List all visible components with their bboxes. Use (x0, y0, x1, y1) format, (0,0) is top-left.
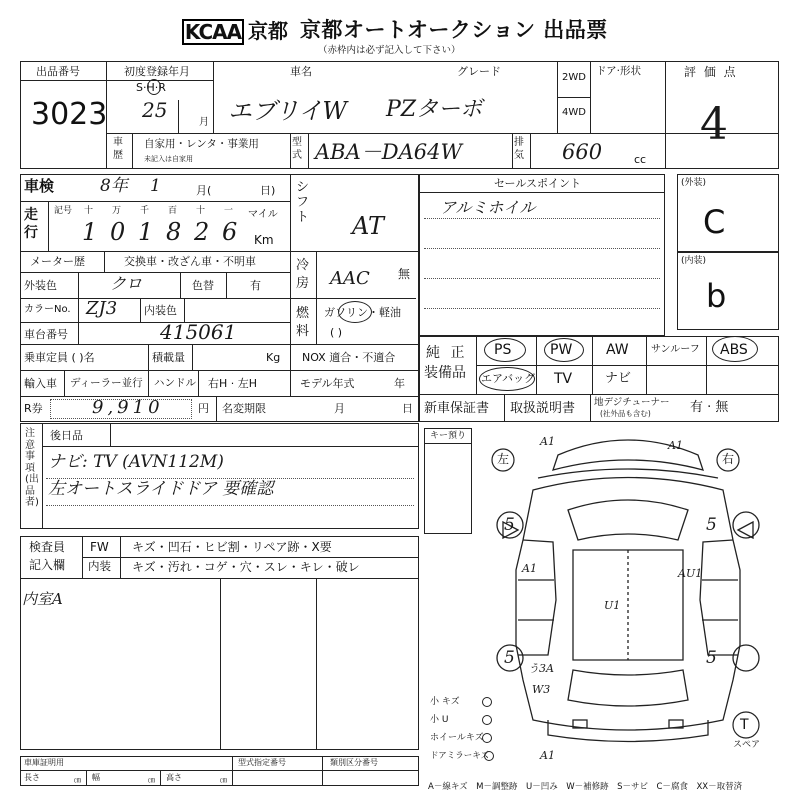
page-title: 京都オートオークション 出品票 (300, 18, 608, 42)
digit-label: 十 (84, 206, 94, 216)
shift-value: AT (352, 212, 385, 240)
ac-label: 冷房 (296, 258, 310, 291)
era-circle (147, 79, 161, 95)
name-label: 車名 (290, 65, 312, 78)
shaken-day-unit: 日) (260, 184, 276, 197)
shaken-month-unit: 月( (196, 184, 212, 197)
tire-mark: 5 (504, 515, 515, 535)
reg-year: 25 (142, 98, 168, 122)
mileage-digits (78, 201, 246, 251)
expiry-day: 日 (402, 402, 413, 415)
footer-width: 幅 (92, 773, 100, 782)
mileage-digit: 2 (194, 218, 210, 246)
rcert-value: 9,910 (92, 397, 164, 418)
expiry-label: 名変期限 (222, 402, 266, 415)
equip-pw-circle (544, 338, 584, 362)
handle-label: ハンドル (154, 377, 196, 389)
ac-value: AAC (330, 268, 370, 289)
model-label: 型式 (292, 137, 302, 161)
meter-options: 交換車・改ざん車・不明車 (124, 255, 256, 268)
reg-label: 初度登録年月 (124, 65, 190, 78)
damage-mark: う3A (528, 662, 554, 675)
grade-value: PZターボ (386, 97, 483, 122)
legend-circle (482, 697, 492, 707)
history-options: 自家用・レンタ・事業用 (144, 138, 259, 150)
inspector-label: 検査員 (29, 540, 66, 554)
load-label: 積載量 (152, 351, 185, 364)
int-items: キズ・汚れ・コゲ・穴・スレ・キレ・破レ (132, 560, 360, 574)
equip-abs-circle (712, 336, 758, 362)
digit-label: 万 (112, 206, 122, 216)
color-change-label: 色替 (192, 279, 214, 292)
damage-mark: A1 (522, 562, 537, 575)
equip-airbag-circle (479, 367, 535, 391)
lot-number: 3023 (31, 97, 108, 132)
footer-unit: ㎝ (220, 776, 227, 784)
equip-ps: PS (494, 342, 512, 358)
reg-month-unit: 月 (199, 117, 209, 128)
equip-navi: ナビ (605, 371, 632, 386)
tire-mark: 5 (706, 515, 717, 535)
warranty-label: 新車保証書 (424, 401, 490, 416)
expiry-month: 月 (334, 402, 345, 415)
notes-vertical-label: 注意事項(出品者) (25, 428, 39, 508)
color-no-value: ZJ3 (86, 298, 118, 319)
damage-mark: A1 (540, 435, 555, 448)
color-change-value: 有 (250, 279, 261, 292)
digital-yes-no: 有 · 無 (690, 400, 729, 415)
int-color-label: 内装色 (144, 304, 177, 317)
mileage-digit: 1 (138, 218, 154, 246)
drive-2wd: 2WD (562, 72, 586, 83)
cert-label: 車庫証明用 (24, 758, 64, 767)
legend-item: 小 キズ (430, 697, 460, 707)
meter-label: メーター歴 (30, 255, 85, 268)
sales-label: セールスポイント (494, 177, 582, 190)
footer-unit: ㎝ (148, 776, 155, 784)
legend-circle (482, 733, 492, 743)
key-label: キー預り (430, 431, 467, 441)
score-label: 評 価 点 (684, 65, 738, 79)
footer-legend: A－線キズ M－調整跡 U－凹み W－補修跡 S－サビ C－腐食 XX－取替済 (428, 782, 743, 792)
footer-length: 長さ (24, 773, 40, 782)
page-subtitle: （赤枠内は必ず記入して下さい） (318, 45, 461, 56)
digital-tuner-label: 地デジチューナー (594, 397, 670, 408)
tire-mark: 5 (706, 648, 717, 668)
yen-unit: 円 (198, 402, 209, 415)
model-year-unit: 年 (394, 377, 405, 390)
mileage-digit: 8 (166, 218, 182, 246)
chassis-value: 415061 (160, 320, 237, 344)
fuel-circle (338, 301, 372, 323)
grade-label: グレード (457, 65, 501, 78)
equip-airbag: エアバッグ (481, 372, 536, 385)
nox-label: NOX 適合・不適合 (302, 351, 396, 364)
fw-label: FW (90, 540, 109, 554)
kyoto-logo: 京都 (248, 19, 288, 43)
legend-item: 小 U (430, 715, 449, 725)
import-label: 輸入車 (24, 377, 57, 390)
history-note: 未記入は自家用 (144, 155, 193, 163)
spare-label: スペア (733, 740, 761, 750)
history-label: 車歴 (113, 137, 123, 161)
sales-text: アルミホイル (440, 198, 536, 217)
equip-abs: ABS (720, 342, 748, 358)
lot-label: 出品番号 (36, 65, 80, 78)
mile-label: マイル (248, 209, 278, 220)
digit-label: 十 (196, 206, 206, 216)
damage-mark: A1 (668, 439, 683, 452)
cc-unit: cc (634, 153, 647, 166)
diagram-right-label: 右 (722, 452, 735, 466)
score-value: 4 (700, 99, 728, 150)
type-label: 型式指定番号 (238, 758, 286, 767)
drive-4wd: 4WD (562, 107, 586, 118)
notes-line-2: 左オートスライドドア 要確認 (48, 479, 274, 499)
cc-value: 660 (562, 140, 603, 164)
diagram-left-label: 左 (497, 452, 510, 466)
equip-ps-circle (484, 338, 526, 362)
legend-circle (484, 751, 494, 761)
int-label: 内装 (88, 559, 111, 573)
tire-mark: 5 (504, 648, 515, 668)
later-label: 後日品 (50, 429, 83, 442)
manual-label: 取扱説明書 (510, 401, 576, 416)
model-year-label: モデル年式 (300, 377, 355, 390)
shaken-label: 車検 (24, 177, 55, 195)
mileage-digit: 6 (222, 218, 238, 246)
footer-unit: ㎝ (74, 776, 81, 784)
mileage-label: 走行 (24, 207, 38, 241)
km-label: Km (254, 233, 274, 247)
fuel-options: ガソリン・軽油 (324, 306, 401, 319)
notes-line-1: ナビ: TV (AVN112M) (48, 452, 224, 472)
int-grade-value: b (706, 277, 727, 315)
equip-tv: TV (554, 371, 573, 387)
legend-circle (482, 715, 492, 725)
ext-grade-label: (外装) (681, 178, 707, 188)
model-code: ABA－DA64W (315, 140, 463, 164)
rcert-label: R券 (24, 402, 43, 415)
ext-color-value: クロ (110, 274, 143, 293)
inspector-note: 内室A (22, 590, 63, 608)
era-options: S·H·R (136, 81, 166, 94)
shaken-month: 1 (150, 176, 161, 196)
kg-unit: Kg (266, 351, 281, 364)
shaken-year: 8年 (100, 176, 128, 196)
chassis-label: 車台番号 (24, 328, 68, 341)
class-label: 類別区分番号 (330, 758, 378, 767)
spare-mark: T (740, 717, 749, 733)
car-name: エブリイW (228, 97, 347, 125)
ext-color-label: 外装色 (24, 279, 57, 292)
fw-items: キズ・凹石・ヒビ割・リペア跡・X要 (132, 540, 332, 554)
fuel-label: 燃料 (296, 306, 310, 339)
digit-label: 百 (168, 206, 178, 216)
color-no-label: カラーNo. (24, 304, 71, 315)
mileage-digit: 0 (110, 218, 126, 246)
damage-mark: A1 (540, 749, 555, 762)
equip-sunroof: サンルーフ (651, 344, 700, 355)
shift-label: シフト (296, 180, 310, 225)
damage-mark: W3 (532, 683, 551, 696)
ext-grade-value: C (703, 203, 726, 241)
door-label: ドア·形状 (596, 65, 642, 77)
car-diagram (478, 430, 778, 760)
capacity-label: 乗車定員 ( )名 (24, 351, 95, 364)
handle-options: 右H · 左H (208, 377, 258, 390)
damage-mark: U1 (604, 599, 621, 612)
legend-item: ドアミラーキズ (430, 751, 490, 761)
equip-aw: AW (606, 342, 629, 358)
digit-label: 一 (224, 206, 234, 216)
cc-label: 排気 (514, 137, 524, 161)
kcaa-logo: KCAA (182, 19, 244, 45)
footer-height: 高さ (166, 773, 182, 782)
ac-none: 無 (398, 267, 411, 281)
equip-label-2: 装備品 (424, 365, 466, 381)
fuel-paren: ( ) (330, 326, 343, 339)
equip-pw: PW (550, 342, 573, 358)
damage-mark: AU1 (678, 567, 703, 580)
inspector-label-2: 記入欄 (29, 558, 66, 572)
mileage-note: 記号 (54, 206, 73, 216)
equip-label: 純 正 (426, 345, 468, 361)
int-grade-label: (内装) (681, 256, 707, 266)
digital-tuner-note: (社外品も含む) (600, 409, 651, 418)
legend-item: ホイールキズ (430, 733, 484, 743)
dealer-label: ディーラー並行 (70, 377, 143, 389)
mileage-digit: 1 (82, 218, 98, 246)
digit-label: 千 (140, 206, 150, 216)
